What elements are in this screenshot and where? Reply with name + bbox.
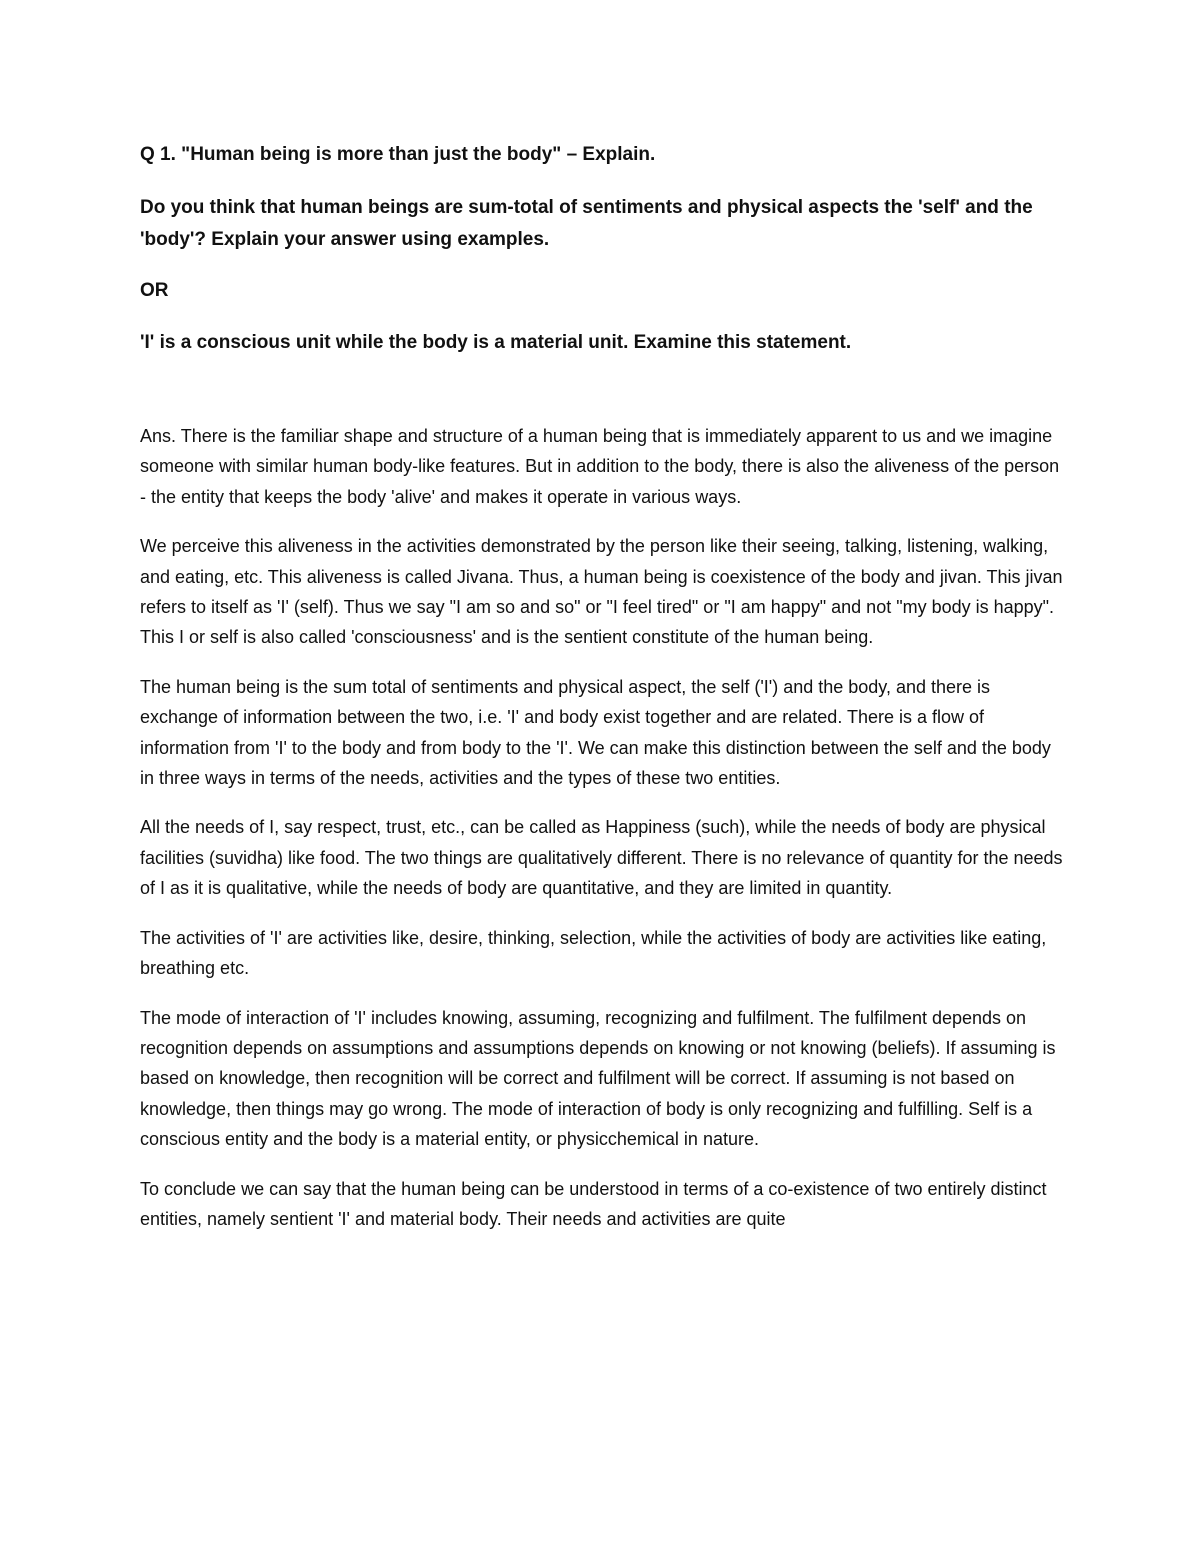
answer-paragraph-3: The human being is the sum total of sentiments and physical aspect, the self ('I') and the body, and there is exchange of information between the two, i.e. 'I' and body exist together and are related. There is a flow of information from 'I' to the body and from body to the 'I'. We can make this distinction between the self and the body in three ways in terms of the needs, activities and the types of these two entities. [140, 676, 1051, 789]
answer-paragraph-7: To conclude we can say that the human being can be understood in terms of a co-existence of two entirely distinct entities, namely sentient 'I' and material body. Their needs and activities are quite [140, 1178, 1047, 1229]
answer-paragraph-1: Ans. There is the familiar shape and structure of a human being that is immediately apparent to us and we imagine someone with similar human body-like features. But in addition to the body, there is also the aliveness of the person - the entity that keeps the body 'alive' and makes it operate in various ways. [140, 426, 1060, 507]
question-alternative-1: Do you think that human beings are sum-total of sentiments and physical aspects the 'self' and the 'body'? Explain your answer using examples. [140, 197, 1033, 250]
question-alternative-2: 'I' is a conscious unit while the body is a material unit. Examine this statement. [140, 332, 852, 353]
document-body [140, 140, 1065, 1253]
answer-paragraph-4: All the needs of I, say respect, trust, etc., can be called as Happiness (such), while the needs of body are physical facilities (suvidha) like food. The two things are qualitatively different. There is no relevance of quantity for the needs of I as it is qualitative, while the needs of body are quantitative, and they are limited in quantity. [140, 817, 1063, 899]
question-title: Q 1. "Human being is more than just the body" – Explain. [140, 144, 656, 165]
answer-paragraph-5: The activities of 'I' are activities like, desire, thinking, selection, while the activities of body are activities like eating, breathing etc. [140, 927, 1047, 979]
answer-paragraph-6: The mode of interaction of 'I' includes knowing, assuming, recognizing and fulfilment. The fulfilment depends on recognition depends on assumptions and assumptions depends on knowing or not knowing (beliefs). If assuming is based on knowledge, then recognition will be correct and fulfilment will be correct. If assuming is not based on knowledge, then things may go wrong. The mode of interaction of body is only recognizing and fulfilling. Self is a conscious entity and the body is a material entity, or physicchemical in nature. [140, 1007, 1056, 1150]
answer-paragraph-2: We perceive this aliveness in the activities demonstrated by the person like their seeing, talking, listening, walking, and eating, etc. This aliveness is called Jivana. Thus, a human being is coexistence of the body and jivan. This jivan refers to itself as 'I' (self). Thus we say "I am so and so" or "I feel tired" or "I am happy" and not "my body is happy". This I or self is also called 'consciousness' and is the sentient constitute of the human being. [140, 536, 1063, 648]
or-label: OR [140, 280, 169, 301]
